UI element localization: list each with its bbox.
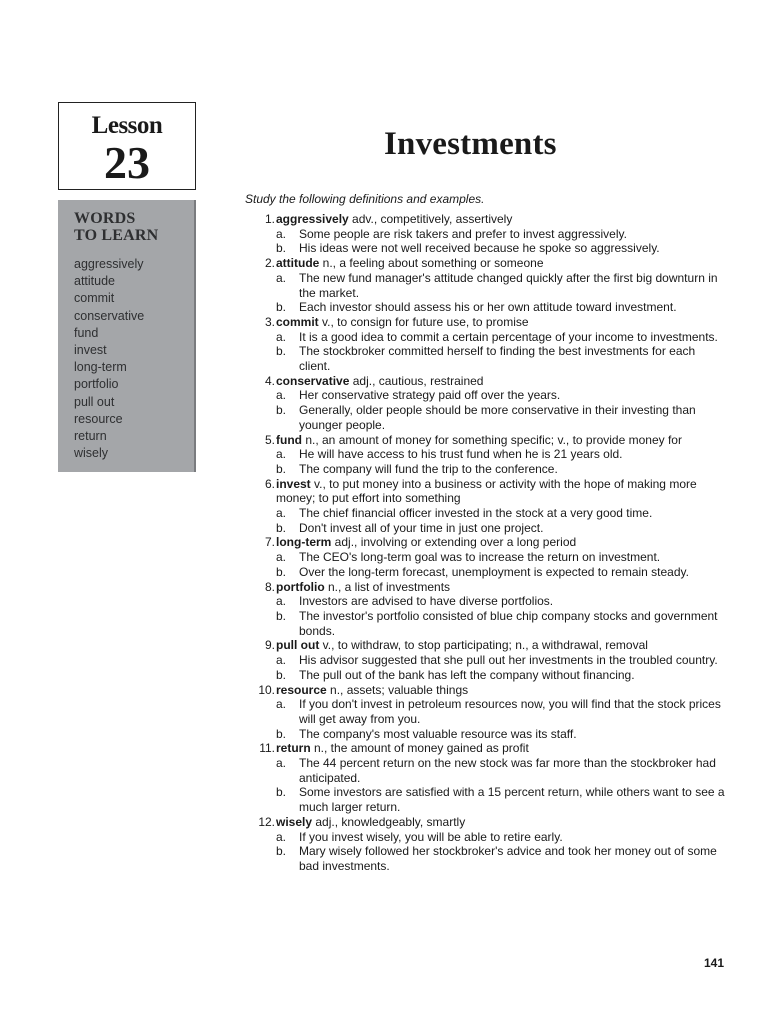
- entry: [232, 683, 728, 742]
- entry-term: conservative: [276, 373, 350, 388]
- word-item: attitude: [74, 274, 116, 289]
- example-text: The stockbroker committed herself to finding the best investments for each client.: [299, 344, 696, 374]
- entry-number: 6.: [264, 476, 275, 491]
- entry-def: adj., cautious, restrained: [349, 373, 484, 388]
- lesson-box: [58, 102, 196, 190]
- entry-term: long-term: [276, 535, 332, 550]
- example-label: b.: [276, 403, 287, 418]
- example-label: a.: [276, 226, 287, 241]
- entry: [232, 212, 728, 256]
- instructions: Study the following definitions and examples.: [245, 192, 485, 206]
- word-item: portfolio: [74, 377, 119, 392]
- example-text: If you don't invest in petroleum resources now, you will find that the stock prices will get away from you.: [299, 697, 721, 726]
- example: [232, 330, 728, 345]
- example-label: b.: [276, 726, 287, 741]
- entry-number: 7.: [264, 535, 275, 550]
- entry-number: 2.: [264, 256, 275, 271]
- words-title-line-2: TO LEARN: [74, 227, 159, 244]
- example-text: If you invest wisely, you will be able to retire early.: [299, 829, 563, 844]
- entry: [232, 741, 728, 815]
- example: [232, 668, 728, 683]
- example-label: b.: [276, 785, 287, 800]
- example-label: b.: [276, 608, 287, 623]
- word-item: long-term: [74, 360, 127, 375]
- entry-term: portfolio: [276, 579, 325, 594]
- entry: [232, 374, 728, 433]
- word-item: resource: [74, 411, 123, 426]
- example-text: He will have access to his trust fund when he is 21 years old.: [299, 447, 623, 462]
- definitions-list: [232, 212, 728, 874]
- example: [232, 462, 728, 477]
- example-text: His advisor suggested that she pull out her investments in the troubled country.: [299, 653, 718, 668]
- word-item: return: [74, 429, 107, 444]
- example-label: a.: [276, 270, 287, 285]
- example-text: Her conservative strategy paid off over the years.: [299, 388, 561, 403]
- entry-number: 10.: [258, 682, 275, 697]
- word-item: conservative: [74, 308, 145, 323]
- word-item: commit: [74, 291, 115, 306]
- words-list: [74, 256, 194, 462]
- example-label: a.: [276, 447, 287, 462]
- example-text: The company's most valuable resource was its staff.: [299, 726, 577, 741]
- entry: [232, 315, 728, 374]
- entry-number: 12.: [258, 814, 275, 829]
- example: [232, 241, 728, 256]
- example-text: The chief financial officer invested in the stock at a very good time.: [299, 506, 653, 521]
- example-text: Each investor should assess his or her own attitude toward investment.: [299, 300, 677, 315]
- entry-definition: [232, 374, 728, 389]
- example-label: b.: [276, 520, 287, 535]
- entry-def: adj., involving or extending over a long period: [331, 535, 577, 550]
- example: [232, 830, 728, 845]
- lesson-number: 23: [104, 137, 150, 188]
- entry-definition: [232, 741, 728, 756]
- entry-term: return: [276, 741, 311, 756]
- example-label: a.: [276, 697, 287, 712]
- entry-definition: [232, 535, 728, 550]
- example-label: a.: [276, 550, 287, 565]
- entry-term: invest: [276, 476, 311, 491]
- entry-number: 5.: [264, 432, 275, 447]
- example-text: Don't invest all of your time in just one project.: [299, 520, 544, 535]
- example-text: Over the long-term forecast, unemployment is expected to remain steady.: [299, 564, 689, 579]
- example: [232, 756, 728, 785]
- example: [232, 565, 728, 580]
- example-label: a.: [276, 388, 287, 403]
- entry-term: commit: [276, 314, 319, 329]
- example-text: Generally, older people should be more conservative in their investing than younger people.: [299, 403, 696, 432]
- example: [232, 447, 728, 462]
- example: [232, 697, 728, 726]
- entry-definition: [232, 433, 728, 448]
- word-item: aggressively: [74, 257, 144, 271]
- entry-definition: [232, 477, 728, 506]
- example-text: Some investors are satisfied with a 15 percent return, while others want to see a much larger return.: [299, 785, 725, 815]
- example: [232, 521, 728, 536]
- example: [232, 271, 728, 300]
- entry: [232, 256, 728, 315]
- entry: [232, 433, 728, 477]
- example-label: b.: [276, 564, 287, 579]
- entry-def: v., to withdraw, to stop participating; n., a withdrawal, removal: [319, 638, 648, 653]
- example: [232, 403, 728, 432]
- example-text: Investors are advised to have diverse portfolios.: [299, 594, 554, 609]
- example-text: His ideas were not well received because he spoke so aggressively.: [299, 241, 660, 256]
- example-label: a.: [276, 594, 287, 609]
- entry-number: 9.: [264, 638, 275, 653]
- lesson-label: Lesson: [91, 112, 163, 139]
- word-item: pull out: [74, 394, 115, 409]
- example-text: The new fund manager's attitude changed quickly after the first big downturn in the market.: [299, 270, 718, 300]
- example-label: a.: [276, 829, 287, 844]
- word-item: invest: [74, 343, 107, 358]
- example: [232, 506, 728, 521]
- example-label: a.: [276, 756, 287, 771]
- entry-def: n., a feeling about something or someone: [319, 256, 544, 271]
- example-label: b.: [276, 300, 287, 315]
- entry-def: v., to consign for future use, to promise: [318, 314, 529, 329]
- example: [232, 844, 728, 873]
- entry-number: 8.: [264, 579, 275, 594]
- entry-def: n., the amount of money gained as profit: [310, 741, 529, 756]
- entry-term: resource: [276, 682, 327, 697]
- example: [232, 785, 728, 814]
- example: [232, 609, 728, 638]
- example: [232, 300, 728, 315]
- example-text: Some people are risk takers and prefer to invest aggressively.: [299, 226, 627, 241]
- entry: [232, 535, 728, 579]
- entry-def: n., assets; valuable things: [326, 682, 469, 697]
- entry-number: 3.: [264, 314, 275, 329]
- word-item: wisely: [74, 446, 109, 461]
- example-text: The company will fund the trip to the conference.: [299, 461, 558, 476]
- example: [232, 388, 728, 403]
- entry-definition: [232, 815, 728, 830]
- words-to-learn-title: [74, 210, 194, 244]
- entry-def: adv., competitively, assertively: [348, 212, 513, 226]
- example: [232, 727, 728, 742]
- example-text: The investor's portfolio consisted of blue chip company stocks and government bonds.: [299, 608, 718, 638]
- entry-def: adj., knowledgeably, smartly: [312, 814, 466, 829]
- entry-definition: [232, 256, 728, 271]
- example-label: b.: [276, 344, 287, 359]
- entry-number: 1.: [264, 212, 275, 226]
- example: [232, 227, 728, 242]
- words-to-learn-panel: [58, 200, 196, 472]
- example-text: The 44 percent return on the new stock was far more than the stockbroker had anticipated.: [299, 756, 716, 785]
- example-label: b.: [276, 667, 287, 682]
- entry-def: n., an amount of money for something specific; v., to provide money for: [302, 432, 682, 447]
- example-text: The CEO's long-term goal was to increase the return on investment.: [299, 550, 661, 565]
- entry: [232, 580, 728, 639]
- example: [232, 653, 728, 668]
- entry-term: attitude: [276, 256, 320, 271]
- entry-definition: [232, 580, 728, 595]
- entry-definition: [232, 638, 728, 653]
- example: [232, 550, 728, 565]
- example-label: b.: [276, 241, 287, 256]
- entry-definition: [232, 315, 728, 330]
- example-label: a.: [276, 653, 287, 668]
- example-label: b.: [276, 461, 287, 476]
- example-text: The pull out of the bank has left the company without financing.: [299, 667, 635, 682]
- entry-term: wisely: [276, 814, 313, 829]
- entry-definition: [232, 212, 728, 227]
- entry: [232, 477, 728, 536]
- words-title-line-1: WORDS: [74, 210, 136, 227]
- entry-term: pull out: [276, 638, 320, 653]
- entry-number: 4.: [264, 373, 275, 388]
- entry: [232, 638, 728, 682]
- entry-term: aggressively: [276, 212, 349, 226]
- entry-number: 11.: [259, 741, 275, 756]
- entry-def: n., a list of investments: [324, 579, 451, 594]
- example-label: a.: [276, 329, 287, 344]
- entry-definition: [232, 683, 728, 698]
- example-text: Mary wisely followed her stockbroker's advice and took her money out of some bad investments.: [299, 844, 717, 873]
- word-item: fund: [74, 325, 99, 340]
- entry-def: v., to put money into a business or activity with the hope of making more money; to put effort into something: [276, 476, 697, 506]
- example-label: b.: [276, 844, 287, 859]
- entry: [232, 815, 728, 874]
- page-title: Investments: [384, 126, 557, 162]
- entry-term: fund: [276, 432, 302, 447]
- example: [232, 594, 728, 609]
- page-number: 141: [704, 956, 725, 970]
- example: [232, 344, 728, 373]
- example-label: a.: [276, 506, 287, 521]
- example-text: It is a good idea to commit a certain percentage of your income to investments.: [299, 329, 718, 344]
